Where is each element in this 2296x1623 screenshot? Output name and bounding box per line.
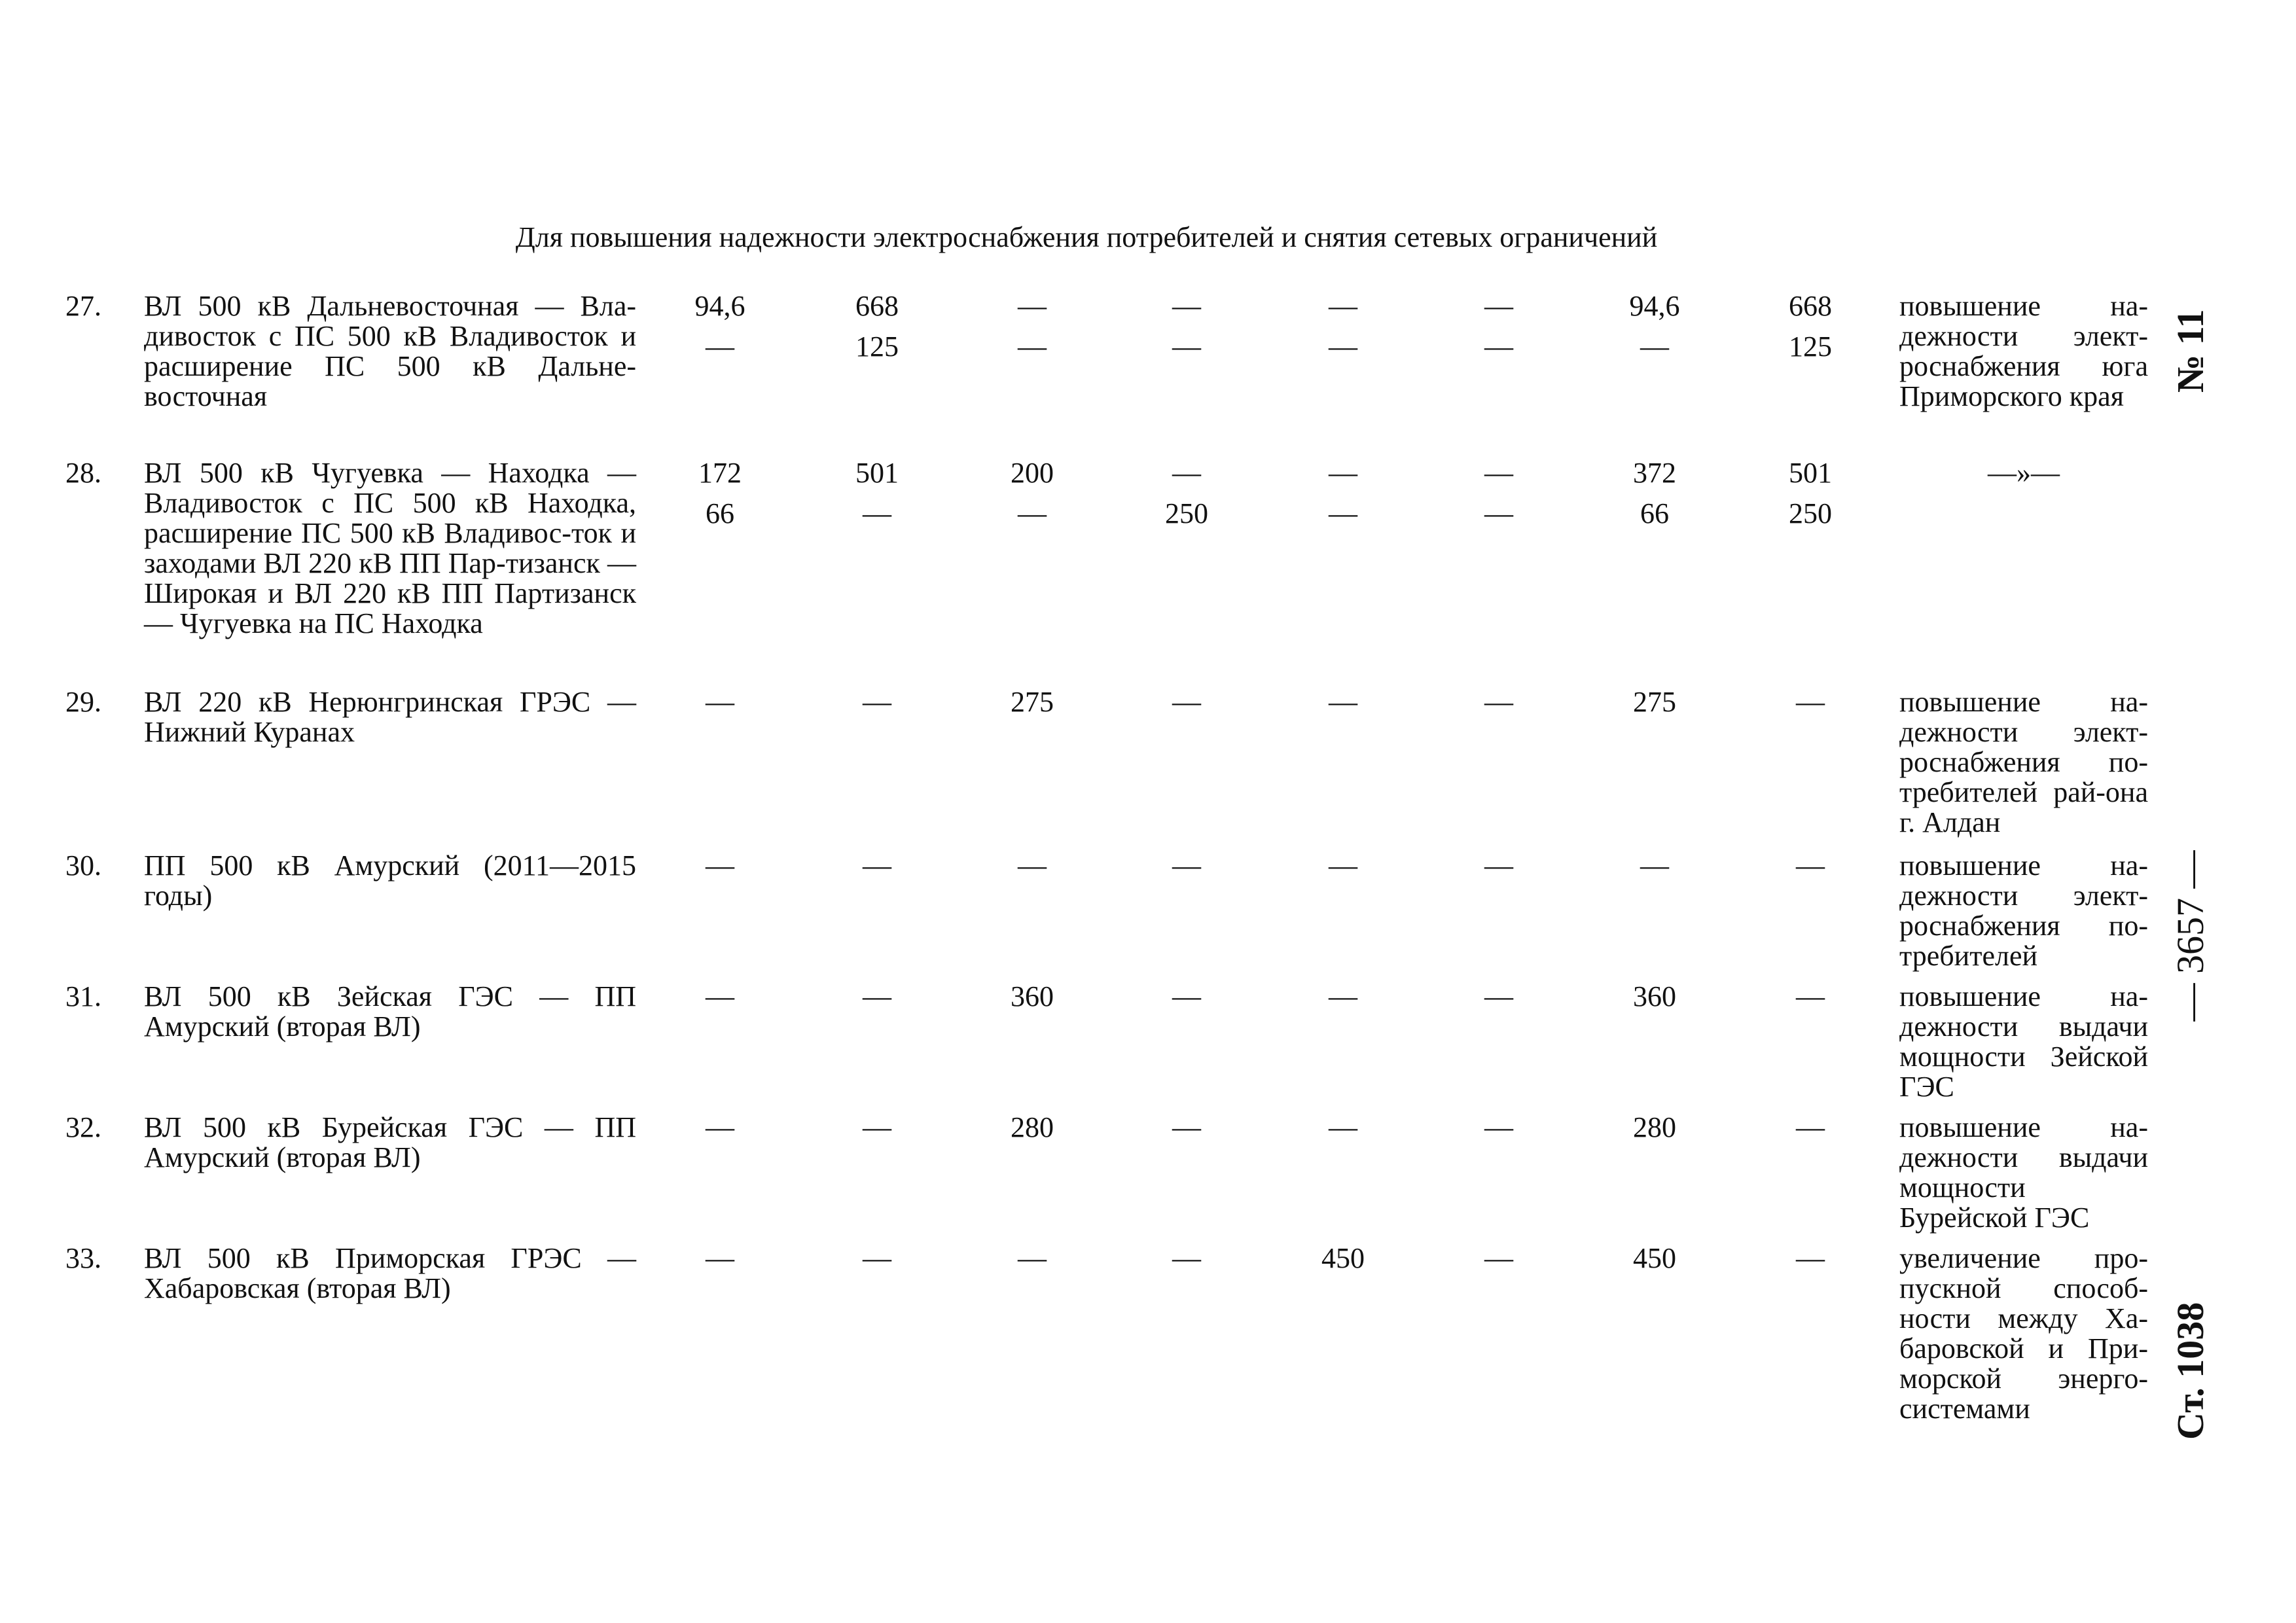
row-description: ПП 500 кВ Амурский (2011—2015 годы) bbox=[144, 849, 636, 912]
row-purpose: —»— bbox=[1988, 457, 2060, 489]
value-cell: — bbox=[1172, 290, 1201, 322]
table-row bbox=[0, 1242, 2173, 1425]
value-cell: 125 bbox=[1789, 330, 1832, 363]
value-cell: — bbox=[1796, 849, 1825, 882]
row-number: 31. bbox=[65, 980, 101, 1012]
table-row bbox=[0, 686, 2173, 838]
table-row bbox=[0, 290, 2173, 412]
row-purpose: повышение на-дежности элект-роснабжения по-требителей bbox=[1899, 849, 2148, 972]
value-cell: — bbox=[1796, 1111, 1825, 1143]
row-purpose: повышение на-дежности элект-роснабжения юга Приморского края bbox=[1899, 290, 2148, 412]
value-cell: — bbox=[1018, 330, 1047, 363]
value-cell: — bbox=[1018, 1242, 1047, 1274]
side-margin bbox=[2168, 0, 2240, 1623]
value-cell: — bbox=[1018, 290, 1047, 322]
value-cell: — bbox=[1329, 849, 1357, 882]
value-cell: — bbox=[1172, 1111, 1201, 1143]
row-number: 27. bbox=[65, 290, 101, 322]
row-number: 28. bbox=[65, 457, 101, 489]
value-cell: — bbox=[1484, 1242, 1513, 1274]
row-description: ВЛ 500 кВ Зейская ГЭС — ПП Амурский (вторая ВЛ) bbox=[144, 980, 636, 1043]
value-cell: — bbox=[863, 1111, 891, 1143]
row-number: 32. bbox=[65, 1111, 101, 1143]
issue-number: № 11 bbox=[2169, 309, 2212, 393]
value-cell: — bbox=[1018, 497, 1047, 529]
value-cell: 280 bbox=[1633, 1111, 1676, 1143]
value-cell: 94,6 bbox=[694, 290, 745, 322]
value-cell: — bbox=[1484, 497, 1513, 529]
row-number: 33. bbox=[65, 1242, 101, 1274]
value-cell: 66 bbox=[1640, 497, 1669, 529]
value-cell: — bbox=[1484, 457, 1513, 489]
value-cell: — bbox=[1484, 980, 1513, 1012]
value-cell: — bbox=[1329, 457, 1357, 489]
value-cell: 450 bbox=[1321, 1242, 1365, 1274]
value-cell: — bbox=[1796, 980, 1825, 1012]
value-cell: 668 bbox=[855, 290, 899, 322]
row-purpose: повышение на-дежности элект-роснабжения по-требителей рай-она г. Алдан bbox=[1899, 686, 2148, 838]
value-cell: — bbox=[1484, 849, 1513, 882]
value-cell: — bbox=[1172, 849, 1201, 882]
value-cell: — bbox=[1640, 849, 1669, 882]
value-cell: — bbox=[706, 1242, 734, 1274]
value-cell: — bbox=[706, 980, 734, 1012]
row-number: 29. bbox=[65, 686, 101, 718]
row-description: ВЛ 500 кВ Чугуевка — Находка — Владивосток с ПС 500 кВ Находка, расширение ПС 500 кВ Владивос-ток и заходами ВЛ 220 кВ ПП Пар-тизанск — Широкая и ВЛ 220 кВ ПП Партизанск — Чугуевка на ПС Находка bbox=[144, 457, 636, 639]
value-cell: — bbox=[1484, 1111, 1513, 1143]
row-purpose: повышение на-дежности выдачи мощности Бурейской ГЭС bbox=[1899, 1111, 2148, 1234]
value-cell: 372 bbox=[1633, 457, 1676, 489]
value-cell: 501 bbox=[855, 457, 899, 489]
value-cell: 275 bbox=[1633, 686, 1676, 718]
value-cell: — bbox=[1172, 686, 1201, 718]
row-description: ВЛ 220 кВ Нерюнгринская ГРЭС — Нижний Куранах bbox=[144, 686, 636, 748]
value-cell: 250 bbox=[1789, 497, 1832, 529]
value-cell: — bbox=[1172, 1242, 1201, 1274]
table-row bbox=[0, 1111, 2173, 1234]
row-purpose: повышение на-дежности выдачи мощности Зейской ГЭС bbox=[1899, 980, 2148, 1103]
value-cell: — bbox=[1329, 330, 1357, 363]
value-cell: — bbox=[1018, 849, 1047, 882]
value-cell: — bbox=[1172, 330, 1201, 363]
table-row bbox=[0, 849, 2173, 972]
value-cell: — bbox=[863, 980, 891, 1012]
value-cell: 250 bbox=[1165, 497, 1208, 529]
row-description: ВЛ 500 кВ Дальневосточная — Вла-дивосток с ПС 500 кВ Владивосток и расширение ПС 500 кВ Дальне-восточная bbox=[144, 290, 636, 412]
value-cell: — bbox=[1640, 330, 1669, 363]
value-cell: — bbox=[863, 686, 891, 718]
value-cell: — bbox=[863, 849, 891, 882]
value-cell: — bbox=[863, 497, 891, 529]
value-cell: — bbox=[706, 849, 734, 882]
article-number: Ст. 1038 bbox=[2169, 1302, 2212, 1440]
row-description: ВЛ 500 кВ Приморская ГРЭС — Хабаровская (вторая ВЛ) bbox=[144, 1242, 636, 1304]
value-cell: — bbox=[1796, 1242, 1825, 1274]
value-cell: 275 bbox=[1011, 686, 1054, 718]
value-cell: — bbox=[1329, 980, 1357, 1012]
value-cell: 501 bbox=[1789, 457, 1832, 489]
value-cell: 172 bbox=[698, 457, 742, 489]
value-cell: — bbox=[1484, 686, 1513, 718]
value-cell: — bbox=[1329, 686, 1357, 718]
value-cell: 66 bbox=[706, 497, 734, 529]
value-cell: — bbox=[706, 686, 734, 718]
value-cell: — bbox=[1172, 980, 1201, 1012]
value-cell: 360 bbox=[1633, 980, 1676, 1012]
table-section-heading: Для повышения надежности электроснабжения потребителей и снятия сетевых ограничений bbox=[515, 221, 1658, 253]
row-description: ВЛ 500 кВ Бурейская ГЭС — ПП Амурский (вторая ВЛ) bbox=[144, 1111, 636, 1173]
value-cell: — bbox=[1329, 497, 1357, 529]
value-cell: — bbox=[1172, 457, 1201, 489]
table-row bbox=[0, 457, 2173, 639]
row-number: 30. bbox=[65, 849, 101, 882]
value-cell: 200 bbox=[1011, 457, 1054, 489]
value-cell: — bbox=[1329, 1111, 1357, 1143]
value-cell: — bbox=[863, 1242, 891, 1274]
value-cell: — bbox=[1796, 686, 1825, 718]
value-cell: 280 bbox=[1011, 1111, 1054, 1143]
value-cell: 94,6 bbox=[1629, 290, 1680, 322]
row-purpose: увеличение про-пускной способ-ности между Ха-баровской и При-морской энерго-системами bbox=[1899, 1242, 2148, 1425]
value-cell: — bbox=[1484, 290, 1513, 322]
page-number: — 3657 — bbox=[2169, 850, 2212, 1022]
value-cell: — bbox=[706, 1111, 734, 1143]
value-cell: 360 bbox=[1011, 980, 1054, 1012]
value-cell: 450 bbox=[1633, 1242, 1676, 1274]
table-row bbox=[0, 980, 2173, 1103]
value-cell: — bbox=[706, 330, 734, 363]
value-cell: 125 bbox=[855, 330, 899, 363]
value-cell: — bbox=[1329, 290, 1357, 322]
value-cell: 668 bbox=[1789, 290, 1832, 322]
value-cell: — bbox=[1484, 330, 1513, 363]
